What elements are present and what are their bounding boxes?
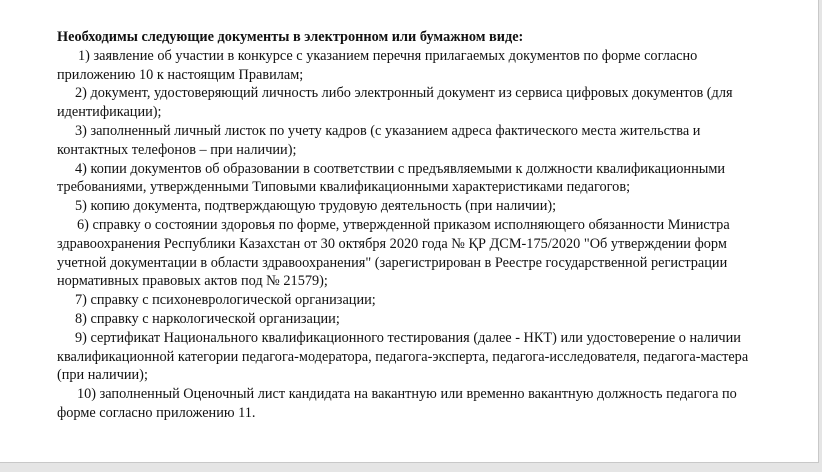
document-heading: Необходимы следующие документы в электронном или бумажном виде: [57,29,524,45]
document-item-6: 6) справку о состоянии здоровья по форме, утвержденной приказом исполняющего обязанности Министра здравоохранения Республики Казахстан от 30 октября 2020 года № ҚР ДСМ-175/2020 "Об утверждении форм учетной документации в области здравоохранения" (зарегистрирован в Реестре государственной регистрации нормативных правовых актов под № 21579); [57,216,730,290]
document-item-1: 1) заявление об участии в конкурсе с указанием перечня прилагаемых документов по форме согласно приложению 10 к настоящим Правилам; [57,47,698,83]
document-item-7: 7) справку с психоневрологической организации; [75,292,376,309]
document-item-10: 10) заполненный Оценочный лист кандидата на вакантную или временно вакантную должность педагога по форме согласно приложению 11. [57,386,737,421]
document-item-4: 4) копии документов об образовании в соответствии с предъявляемыми к должности квалификационными требованиями, утвержденными Типовыми квалификационными характеристиками педагогов; [57,160,726,196]
document-item-8: 8) справку с наркологической организации; [75,310,340,327]
document-item-2: 2) документ, удостоверяющий личность либо электронный документ из сервиса цифровых документов (для идентификации); [57,85,733,121]
document-item-3: 3) заполненный личный листок по учету кадров (с указанием адреса фактического места жительства и контактных телефонов – при наличии); [57,122,701,158]
document-item-9: 9) сертификат Национального квалификационного тестирования (далее - НКТ) или удостоверение о наличии квалификационной категории педагога-модератора, педагога-эксперта, педагога-исследователя, педагога-мастера (при наличии); [57,329,749,384]
document-item-5: 5) копию документа, подтверждающую трудовую деятельность (при наличии); [75,198,557,215]
document-body [57,28,757,423]
